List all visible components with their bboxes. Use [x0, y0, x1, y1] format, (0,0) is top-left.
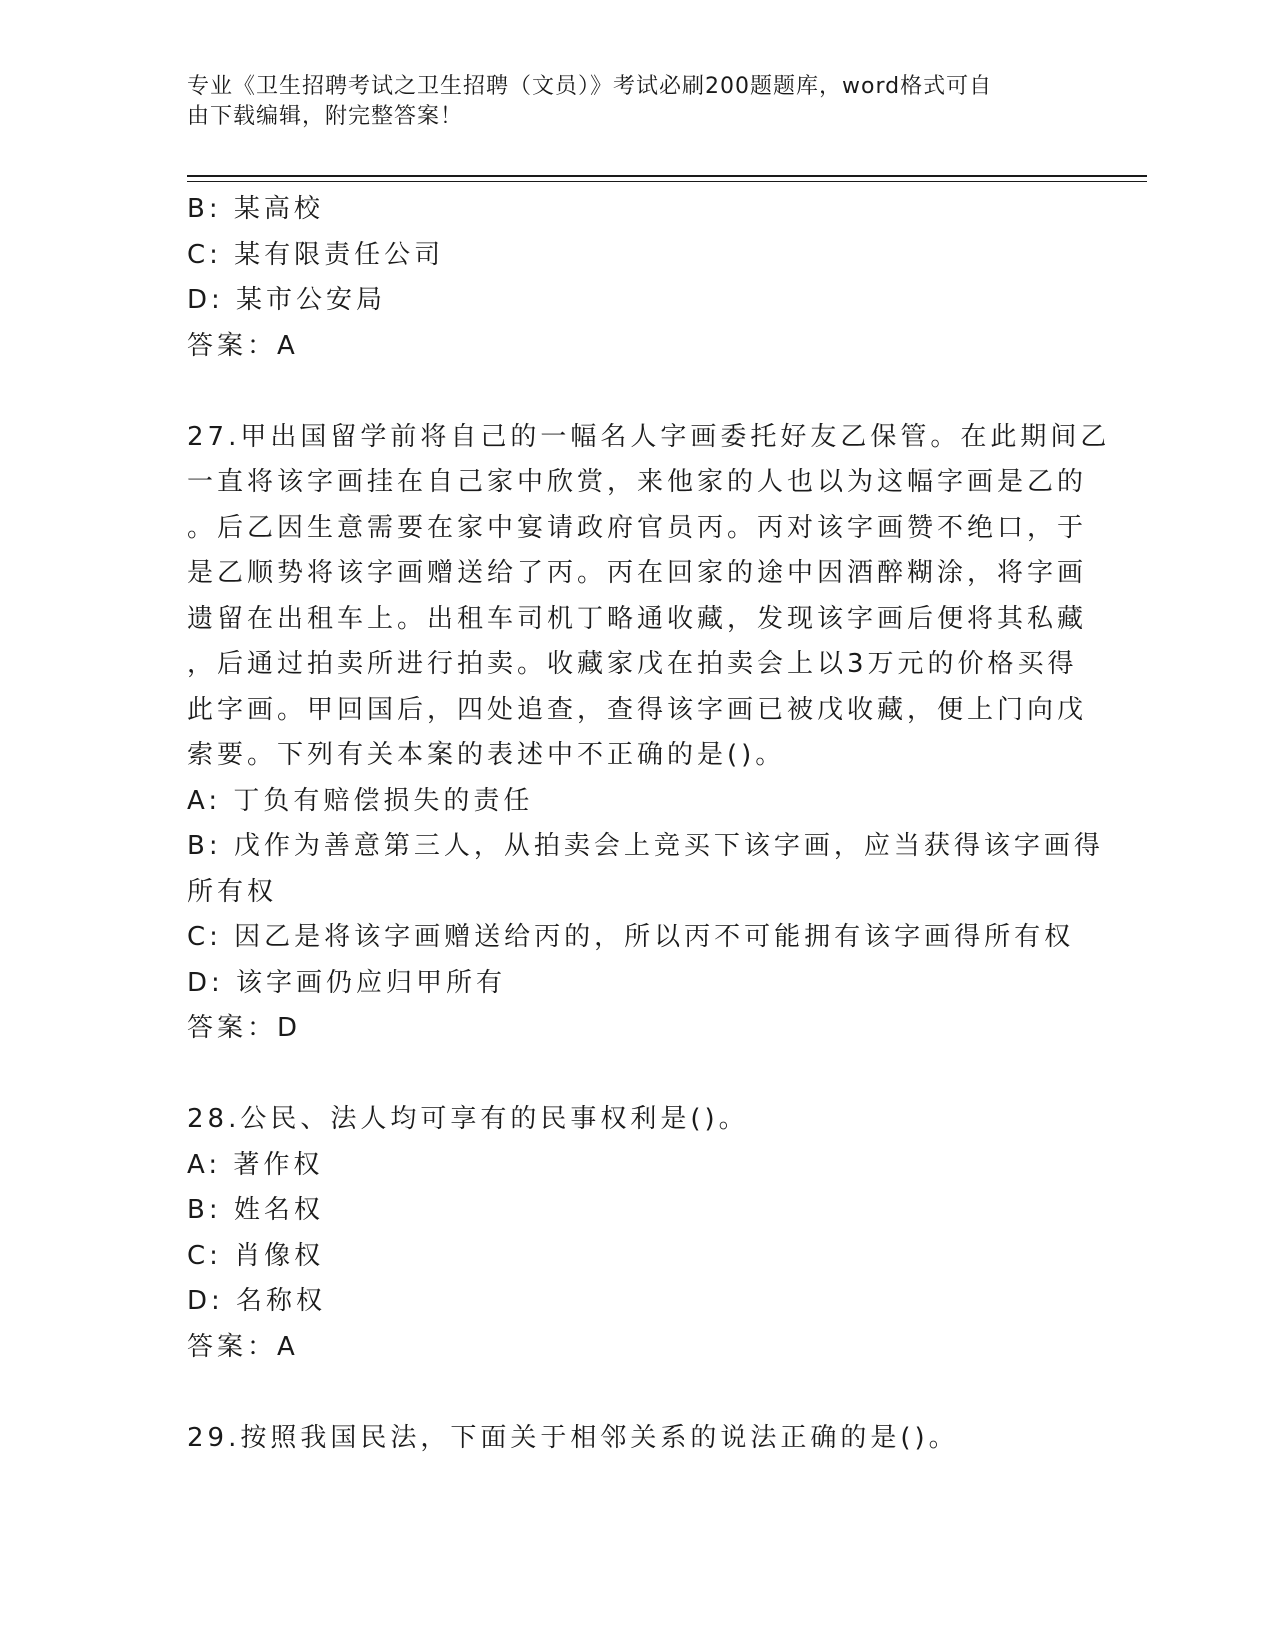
q26-option-d: D: 某市公安局	[187, 285, 387, 315]
q27-stem-line: 索要。下列有关本案的表述中不正确的是()。	[187, 740, 786, 770]
spacer	[187, 1052, 1087, 1098]
q28-answer: 答案：A	[187, 1331, 299, 1362]
question-28	[187, 1097, 1087, 1370]
q28-option-d: D: 名称权	[187, 1286, 327, 1316]
q28-option-b: B: 姓名权	[187, 1195, 324, 1225]
q27-stem-line: 此字画。甲回国后，四处追查，查得该字画已被戊收藏，便上门向戊	[187, 694, 1088, 725]
question-26-tail	[187, 187, 1087, 369]
q27-option-b-cont: 所有权	[187, 876, 278, 907]
header-divider-thick	[187, 175, 1147, 177]
spacer	[187, 1370, 1087, 1416]
document-header	[187, 72, 1087, 132]
q27-option-c: C: 因乙是将该字画赠送给丙的，所以丙不可能拥有该字画得所有权	[187, 922, 1075, 952]
header-line-1: 专业《卫生招聘考试之卫生招聘（文员）》考试必刷200题题库，word格式可自	[187, 74, 993, 99]
q27-option-b: B: 戊作为善意第三人，从拍卖会上竞买下该字画，应当获得该字画得	[187, 831, 1104, 861]
q26-answer: 答案：A	[187, 330, 299, 361]
q27-stem-line: 27.甲出国留学前将自己的一幅名人字画委托好友乙保管。在此期间乙	[187, 421, 1111, 452]
q27-stem-line: 遗留在出租车上。出租车司机丁略通收藏，发现该字画后便将其私藏	[187, 603, 1088, 634]
q26-option-c: C: 某有限责任公司	[187, 239, 445, 270]
q27-stem-line: 。后乙因生意需要在家中宴请政府官员丙。丙对该字画赞不绝口，于	[187, 512, 1088, 543]
q28-option-c: C: 肖像权	[187, 1240, 325, 1271]
q29-stem: 29.按照我国民法，下面关于相邻关系的说法正确的是()。	[187, 1422, 959, 1453]
q26-option-b: B: 某高校	[187, 194, 324, 224]
q27-option-d: D: 该字画仍应归甲所有	[187, 967, 507, 998]
q27-option-a: A: 丁负有赔偿损失的责任	[187, 785, 534, 816]
header-line-2: 由下载编辑，附完整答案！	[187, 104, 464, 129]
q28-option-a: A: 著作权	[187, 1149, 324, 1180]
q27-stem-line: 是乙顺势将该字画赠送给了丙。丙在回家的途中因酒醉糊涂，将字画	[187, 558, 1088, 588]
header-divider-thin	[187, 181, 1147, 182]
q27-answer: 答案：D	[187, 1013, 302, 1043]
question-list	[187, 187, 1111, 1461]
q27-stem-line: ，后通过拍卖所进行拍卖。收藏家戊在拍卖会上以3万元的价格买得	[187, 649, 1078, 679]
question-29	[187, 1416, 1087, 1462]
q28-stem: 28.公民、法人均可享有的民事权利是()。	[187, 1104, 749, 1134]
question-27	[187, 415, 1111, 1052]
q27-stem-line: 一直将该字画挂在自己家中欣赏，来他家的人也以为这幅字画是乙的	[187, 467, 1088, 497]
spacer	[187, 369, 1087, 415]
